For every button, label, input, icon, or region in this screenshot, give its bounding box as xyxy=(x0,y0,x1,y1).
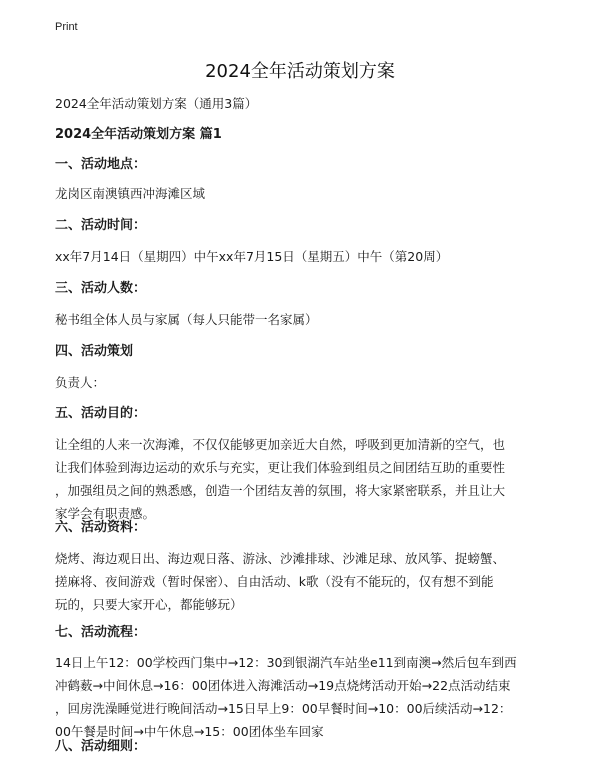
process-paragraph xyxy=(55,651,560,743)
materials-line: 玩的，只要大家开心，都能够玩） xyxy=(55,597,243,612)
goal-heading: 五、活动目的： xyxy=(55,406,147,421)
page-title: 2024全年活动策划方案 xyxy=(205,61,395,82)
materials-paragraph xyxy=(55,547,560,616)
materials-line: 烧烤、海边观日出、海边观日落、游泳、沙滩排球、沙滩足球、放风筝、捉螃蟹、 xyxy=(55,551,506,566)
process-heading: 七、活动流程： xyxy=(55,625,147,640)
goal-paragraph xyxy=(55,433,560,525)
print-link[interactable]: Print xyxy=(55,21,78,33)
goal-line: ，加强组员之间的熟悉感，创造一个团结友善的氛围，将大家紧密联系，并且让大 xyxy=(55,483,506,498)
process-line: ，回房洗澡睡觉进行晚间活动→15日早上9：00早餐时间→10：00后续活动→12： xyxy=(55,701,512,716)
process-line: 14日上午12：00学校西门集中→12：30到银湖汽车站坐e11到南澳→然后包车到西 xyxy=(55,655,517,670)
process-line: 冲鹤薮→中间休息→16：00团体进入海滩活动→19点烧烤活动开始→22点活动结束 xyxy=(55,678,511,693)
goal-line: 让我们体验到海边运动的欢乐与充实，更让我们体验到组员之间团结互助的重要性 xyxy=(55,460,506,475)
materials-line: 搓麻将、夜间游戏（暂时保密）、自由活动、k歌（没有不能玩的，仅有想不到能 xyxy=(55,574,494,589)
goal-line: 让全组的人来一次海滩，不仅仅能够更加亲近大自然，呼吸到更加清新的空气，也 xyxy=(55,437,506,452)
people-heading: 三、活动人数： xyxy=(55,281,147,296)
materials-heading: 六、活动资料： xyxy=(55,520,147,535)
process-line: 00午餐是时间→中午休息→15：00团体坐车回家 xyxy=(55,724,324,739)
people-text: 秘书组全体人员与家属（每人只能带一名家属） xyxy=(55,312,318,327)
time-text: xx年7月14日（星期四）中午xx年7月15日（星期五）中午（第20周） xyxy=(55,249,449,264)
section-title: 2024全年活动策划方案 篇1 xyxy=(55,127,222,142)
plan-text: 负责人： xyxy=(55,375,106,390)
document-subtitle: 2024全年活动策划方案（通用3篇） xyxy=(55,96,258,111)
rules-heading: 八、活动细则： xyxy=(55,739,147,754)
goal-line: 家学会有职责感。 xyxy=(55,506,156,521)
time-heading: 二、活动时间： xyxy=(55,218,147,233)
location-text: 龙岗区南澳镇西冲海滩区域 xyxy=(55,186,206,201)
location-heading: 一、活动地点： xyxy=(55,157,147,172)
plan-heading: 四、活动策划 xyxy=(55,344,134,359)
